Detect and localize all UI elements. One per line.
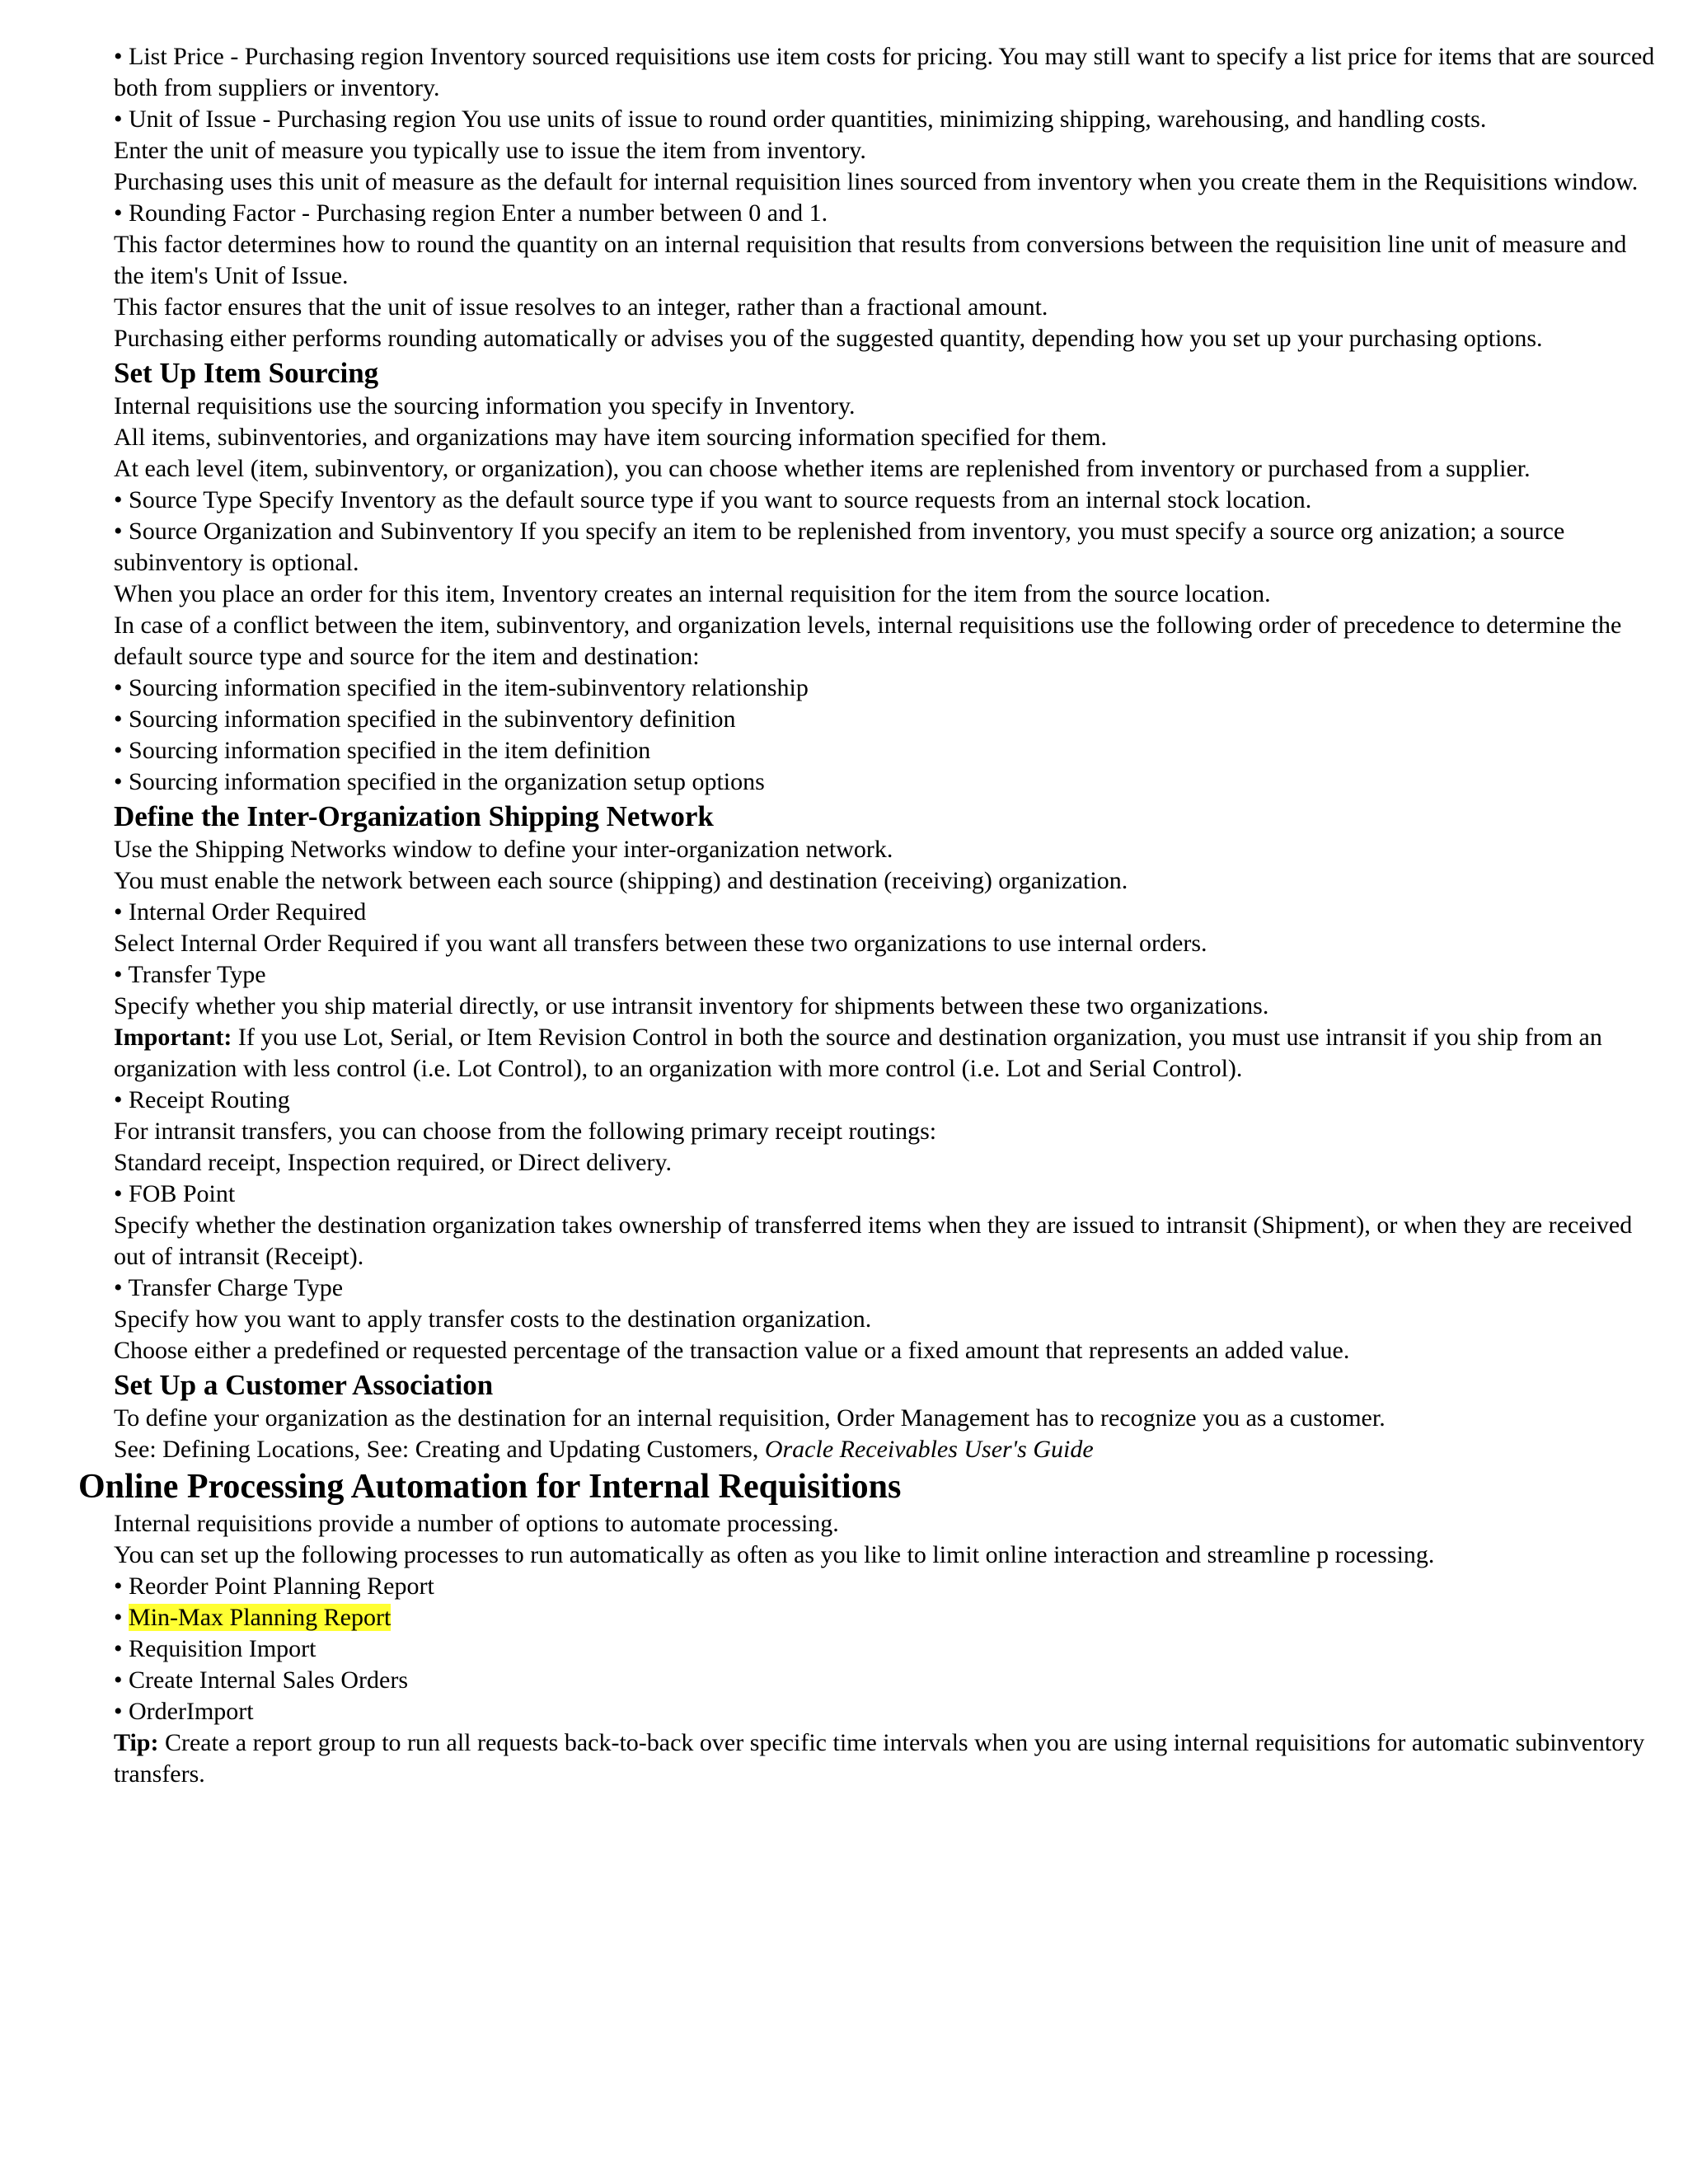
rounding-factor-bullet: • Rounding Factor - Purchasing region Enter a number between 0 and 1. [114,199,828,227]
guide-title: Oracle Receivables User's Guide [764,1436,1094,1463]
paragraph: When you place an order for this item, Inventory creates an internal requisition for the item from the source location. [114,580,1271,607]
paragraph: Internal requisitions provide a number of options to automate processing. [114,1510,839,1537]
precedence-bullet: • Sourcing information specified in the subinventory definition [114,705,736,733]
paragraph: Specify whether the destination organization takes ownership of transferred items when they are issued to intransit (Shipment), or when they are received out of intransit (Receipt). [114,1212,1633,1270]
receipt-routing-bullet: • Receipt Routing [114,1086,290,1113]
paragraph: Internal requisitions use the sourcing information you specify in Inventory. [114,392,856,419]
list-price-bullet: • List Price - Purchasing region Inventory sourced requisitions use item costs for pricing. You may still want to specify a list price for items that are sourced both from suppliers or inventory. [114,43,1655,101]
paragraph: This factor ensures that the unit of issue resolves to an integer, rather than a fractional amount. [114,293,1048,321]
paragraph: Standard receipt, Inspection required, or Direct delivery. [114,1149,672,1176]
source-type-bullet: • Source Type Specify Inventory as the default source type if you want to source requests from an internal stock location. [114,486,1312,513]
transfer-type-bullet: • Transfer Type [114,961,266,988]
heading-online-processing: Online Processing Automation for Internal Requisitions [78,1468,902,1506]
transfer-charge-type-bullet: • Transfer Charge Type [114,1274,344,1301]
process-bullet: • Requisition Import [114,1635,316,1662]
process-bullet: • Reorder Point Planning Report [114,1572,434,1600]
paragraph: Enter the unit of measure you typically use to issue the item from inventory. [114,137,866,164]
important-note [114,1022,1655,1085]
paragraph: You can set up the following processes to run automatically as often as you like to limit online interaction and streamline p rocessing. [114,1541,1435,1568]
paragraph: This factor determines how to round the quantity on an internal requisition that results from conversions between the requisition line unit of measure and the item's Unit of Issue. [114,231,1627,289]
paragraph: To define your organization as the destination for an internal requisition, Order Management has to recognize you as a customer. [114,1404,1386,1432]
paragraph: Specify how you want to apply transfer costs to the destination organization. [114,1305,872,1333]
internal-order-bullet: • Internal Order Required [114,898,367,926]
paragraph: Purchasing uses this unit of measure as the default for internal requisition lines sourced from inventory when you create them in the Requisitions window. [114,168,1639,195]
tip-text: Create a report group to run all requests back-to-back over specific time intervals when you are using internal requisitions for automatic subinventory transfers. [114,1729,1645,1788]
see-also-reference [114,1434,1655,1465]
process-bullet: • Create Internal Sales Orders [114,1666,409,1694]
paragraph: At each level (item, subinventory, or organization), you can choose whether items are replenished from inventory or purchased from a supplier. [114,455,1531,482]
paragraph: Select Internal Order Required if you want all transfers between these two organizations to use internal orders. [114,930,1207,957]
precedence-bullet: • Sourcing information specified in the organization setup options [114,768,765,795]
paragraph: For intransit transfers, you can choose from the following primary receipt routings: [114,1118,937,1145]
source-organization-bullet: • Source Organization and Subinventory If you specify an item to be replenished from inventory, you must specify a source org anization; a source subinventory is optional. [114,518,1565,576]
heading-shipping-network: Define the Inter-Organization Shipping Network [114,800,714,832]
process-bullet: • OrderImport [114,1698,254,1725]
paragraph: Choose either a predefined or requested percentage of the transaction value or a fixed amount that represents an added value. [114,1337,1350,1364]
unit-of-issue-bullet: • Unit of Issue - Purchasing region You use units of issue to round order quantities, minimizing shipping, warehousing, and handling costs. [114,105,1487,133]
paragraph: All items, subinventories, and organizations may have item sourcing information specified for them. [114,424,1107,451]
precedence-bullet: • Sourcing information specified in the item-subinventory relationship [114,674,809,701]
bullet-mark: • [114,1604,129,1631]
important-label: Important: [114,1024,232,1051]
fob-point-bullet: • FOB Point [114,1180,236,1207]
tip-label: Tip: [114,1729,159,1756]
process-bullet-highlighted [114,1602,1655,1633]
heading-item-sourcing: Set Up Item Sourcing [114,357,379,389]
tip-note [114,1727,1655,1790]
paragraph: You must enable the network between each source (shipping) and destination (receiving) organization. [114,867,1128,894]
paragraph: In case of a conflict between the item, subinventory, and organization levels, internal requisitions use the following order of precedence to determine the default source type and source for the item and destination: [114,612,1622,670]
important-text: If you use Lot, Serial, or Item Revision Control in both the source and destination organization, you must use intransit if you ship from an organization with less control (i.e. Lot Control), to an organization with more control (i.e. Lot and Serial Control). [114,1024,1602,1082]
heading-customer-association: Set Up a Customer Association [114,1369,494,1401]
see-also-text: See: Defining Locations, See: Creating and Updating Customers, [114,1436,765,1463]
precedence-bullet: • Sourcing information specified in the item definition [114,737,651,764]
paragraph: Use the Shipping Networks window to define your inter-organization network. [114,836,893,863]
paragraph: Purchasing either performs rounding automatically or advises you of the suggested quantity, depending how you set up your purchasing options. [114,325,1543,352]
highlighted-text: Min-Max Planning Report [129,1604,392,1631]
paragraph: Specify whether you ship material directly, or use intransit inventory for shipments between these two organizations. [114,992,1269,1019]
document-content [78,41,1655,1790]
